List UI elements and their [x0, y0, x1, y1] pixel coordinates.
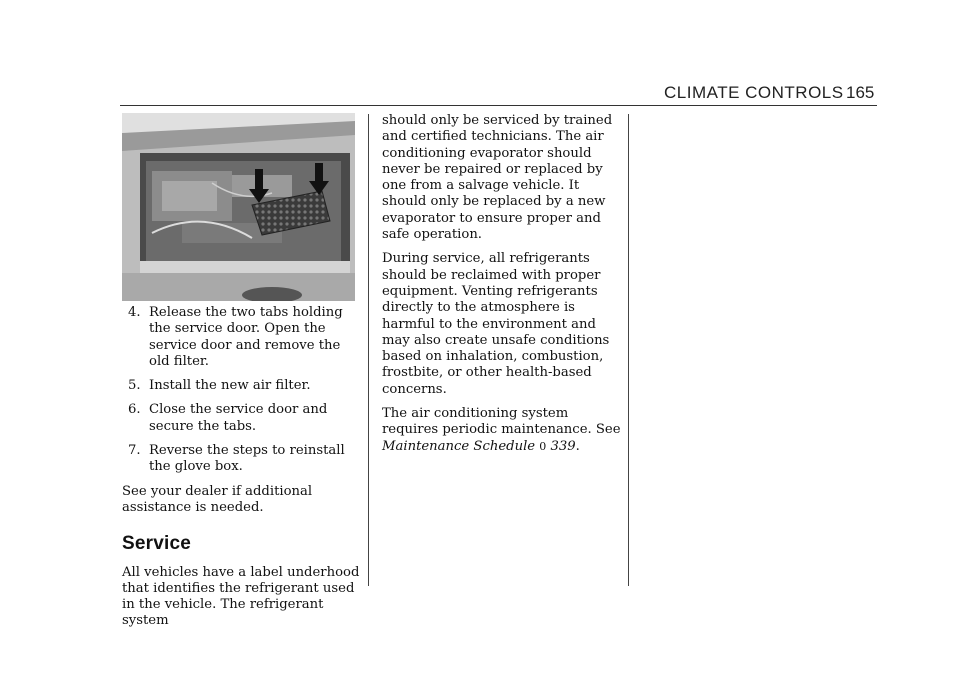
list-item: 7. Reverse the steps to reinstall the glove box. — [128, 443, 345, 475]
glove-box-filter-figure — [122, 113, 355, 301]
page-header-section: CLIMATE CONTROLS — [664, 83, 844, 102]
paragraph: should only be serviced by trained and certified technicians. The air conditioning evaporator should never be repaired or replaced by one from a salvage vehicle. It should only be replaced by a new evaporator to ensure proper and safe operation. — [382, 113, 613, 243]
maintenance-schedule-link[interactable]: Maintenance Schedule — [382, 438, 536, 454]
paragraph: The air conditioning system requires periodic maintenance. See Maintenance Schedule 0 339. — [382, 406, 621, 454]
column-rule-left — [368, 114, 369, 586]
list-item: 6. Close the service door and secure the tabs. — [128, 402, 328, 434]
page-ref-arrow-icon: 0 — [539, 439, 547, 453]
dealer-note: See your dealer if additional assistance is needed. — [122, 483, 313, 515]
steps-list — [122, 305, 362, 476]
page-number: 165 — [846, 83, 875, 102]
header-rule — [120, 105, 877, 106]
column-rule-right — [628, 114, 629, 586]
list-item: 4. Release the two tabs holding the service door. Open the service door and remove the old filter. — [128, 305, 343, 369]
glove-box-filter-photo — [122, 113, 355, 301]
column-2 — [382, 113, 622, 463]
service-intro: All vehicles have a label underhood that identifies the refrigerant used in the vehicle. The refrigerant system — [122, 564, 360, 629]
column-1 — [122, 305, 362, 638]
paragraph: During service, all refrigerants should be reclaimed with proper equipment. Venting refrigerants directly to the atmosphere is harmful to the environment and may also create unsafe conditions based on inhalation, combustion, frostbite, or other health-based concerns. — [382, 251, 610, 397]
page-ref-number[interactable]: 339 — [550, 438, 576, 454]
section-heading-service: Service — [122, 533, 192, 555]
list-item: 5. Install the new air filter. — [128, 378, 311, 394]
